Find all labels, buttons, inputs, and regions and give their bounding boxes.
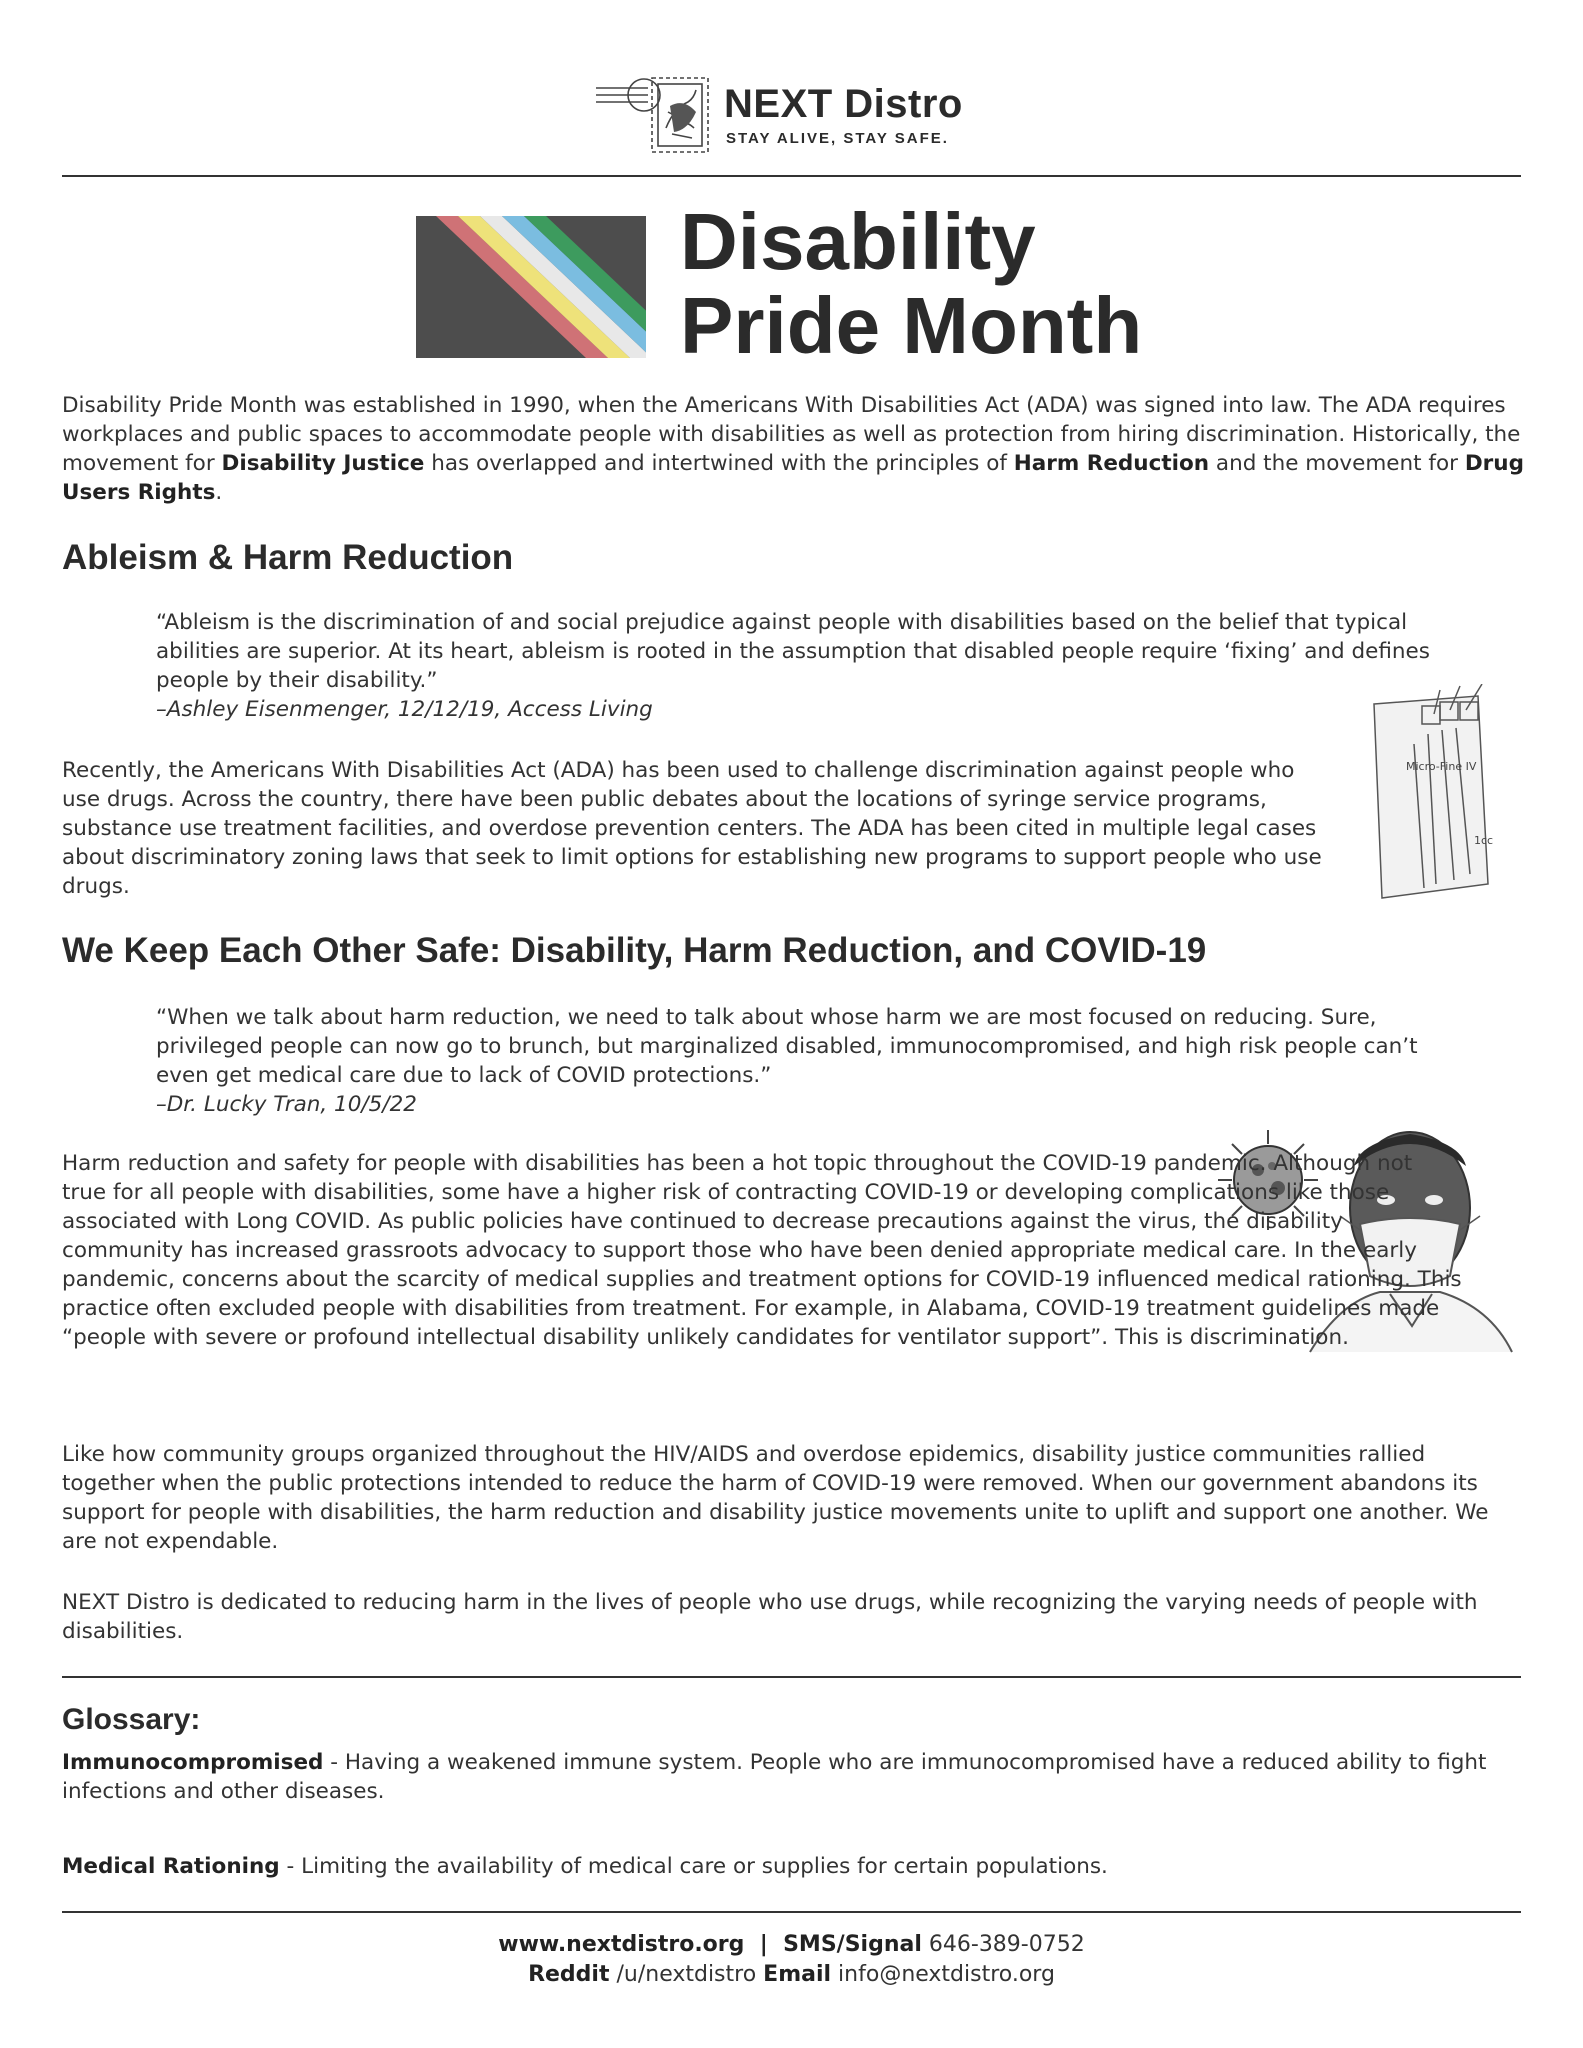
intro-text-1: Disability Pride Month was established in 1990, when the Americans With Disabilities Act (ADA) was signed into law. The ADA requires workplaces and public spaces to accommodate people with disabilities as well as protection from hiring discrimination. Historically, the movement for [62, 393, 1521, 476]
syringe-label-1cc: 1cc [1474, 834, 1494, 847]
header-divider [62, 175, 1521, 177]
footer-email-label: Email [763, 1962, 832, 1987]
quote-text: “Ableism is the discrimination of and social prejudice against people with disabilities based on the belief that typical abilities are superior. At its heart, ableism is rooted in the assumption that disabled people require ‘fixing’ and defines people by their disability.” [156, 610, 1430, 693]
next-distro-logo [596, 68, 996, 158]
section-heading-ableism: Ableism & Harm Reduction [62, 538, 514, 577]
footer-reddit-label: Reddit [528, 1962, 610, 1987]
section-heading-covid: We Keep Each Other Safe: Disability, Harm Reduction, and COVID-19 [62, 931, 1207, 970]
section2-body-1: Harm reduction and safety for people with disabilities has been a hot topic throughout the COVID-19 pandemic. Although not true for all people with disabilities, some have a higher risk of contracting COVID-19 or developing complications like those associated with Long COVID. As public policies have continued to decrease precautions against the virus, the disability community has increased grassroots advocacy to support those who have been denied appropriate medical care. In the early pandemic, concerns about the scarcity of medical supplies and treatment options for COVID-19 influenced medical rationing. This practice often excluded people with disabilities from treatment. For example, in Alabama, COVID-19 treatment guidelines made “people with severe or profound intellectual disability unlikely candidates for ventilator support”. This is discrimination. [62, 1151, 1462, 1350]
section1-body: Recently, the Americans With Disabilities Act (ADA) has been used to challenge discrimination against people who use drugs. Across the country, there have been public debates about the locations of syringe service programs, substance use treatment facilities, and overdose prevention centers. The ADA has been cited in multiple legal cases about discriminatory zoning laws that seek to limit options for establishing new programs to support people who use drugs. [62, 758, 1322, 899]
intro-bold-disability-justice: Disability Justice [221, 451, 425, 476]
section2-body-2: Like how community groups organized throughout the HIV/AIDS and overdose epidemics, disability justice communities rallied together when the public protections intended to reduce the harm of COVID-19 were removed. When our government abandons its support for people with disabilities, the harm reduction and disability justice movements unite to uplift and support one another. We are not expendable. [62, 1442, 1489, 1554]
footer-sms-label: SMS/Signal [783, 1932, 922, 1957]
intro-paragraph [62, 391, 1524, 507]
glossary-item [62, 1852, 1524, 1881]
footer-divider [62, 1911, 1521, 1913]
footer-separator: | [744, 1932, 784, 1957]
section2-body-3: NEXT Distro is dedicated to reducing harm in the lives of people who use drugs, while recognizing the varying needs of people with disabilities. [62, 1590, 1478, 1644]
stamp-bird-icon [596, 68, 716, 158]
quote-text: “When we talk about harm reduction, we need to talk about whose harm we are most focused on reducing. Sure, privileged people can now go to brunch, but marginalized disabled, immunocompromised, and high risk people can’t even get medical care due to lack of COVID protections.” [156, 1005, 1418, 1088]
quote-citation: –Dr. Lucky Tran, 10/5/22 [156, 1092, 417, 1117]
intro-bold-harm-reduction: Harm Reduction [1013, 451, 1210, 476]
footer-email-link[interactable]: info@nextdistro.org [831, 1962, 1055, 1987]
glossary-definition: - Having a weakened immune system. People who are immunocompromised have a reduced ability to fight infections and other diseases. [62, 1750, 1487, 1804]
intro-bold-drug-users-rights: Drug Users Rights [62, 451, 1524, 505]
glossary-term: Immunocompromised [62, 1750, 324, 1775]
brand-tagline: STAY ALIVE, STAY SAFE. [726, 130, 949, 147]
title-line-1: Disability [680, 197, 1036, 286]
intro-text-3: and the movement for [1209, 451, 1465, 476]
intro-text-4: . [215, 480, 223, 505]
disability-pride-flag-icon [416, 216, 646, 358]
page-title [680, 197, 1143, 370]
footer-website-link[interactable]: www.nextdistro.org [498, 1932, 745, 1957]
glossary-definition: - Limiting the availability of medical care or supplies for certain populations. [279, 1854, 1108, 1879]
quote-ableism [156, 608, 1456, 724]
quote-citation: –Ashley Eisenmenger, 12/12/19, Access Living [156, 697, 653, 722]
quote-covid [156, 1003, 1456, 1119]
glossary-item [62, 1748, 1524, 1806]
footer-sms-value: 646-389-0752 [921, 1932, 1085, 1957]
footer-reddit-link[interactable]: /u/nextdistro [609, 1962, 764, 1987]
footer-contact-line-1 [0, 1930, 1583, 1960]
title-line-2: Pride Month [680, 281, 1143, 370]
syringe-label-microfine: Micro-Fine IV [1406, 760, 1477, 773]
footer-contact-line-2 [0, 1960, 1583, 1990]
glossary-term: Medical Rationing [62, 1854, 280, 1879]
brand-name: NEXT Distro [724, 82, 963, 126]
syringes-package-illustration [1368, 684, 1518, 914]
intro-text-2: has overlapped and intertwined with the principles of [424, 451, 1014, 476]
glossary-heading: Glossary: [62, 1703, 201, 1736]
glossary-divider [62, 1676, 1521, 1678]
